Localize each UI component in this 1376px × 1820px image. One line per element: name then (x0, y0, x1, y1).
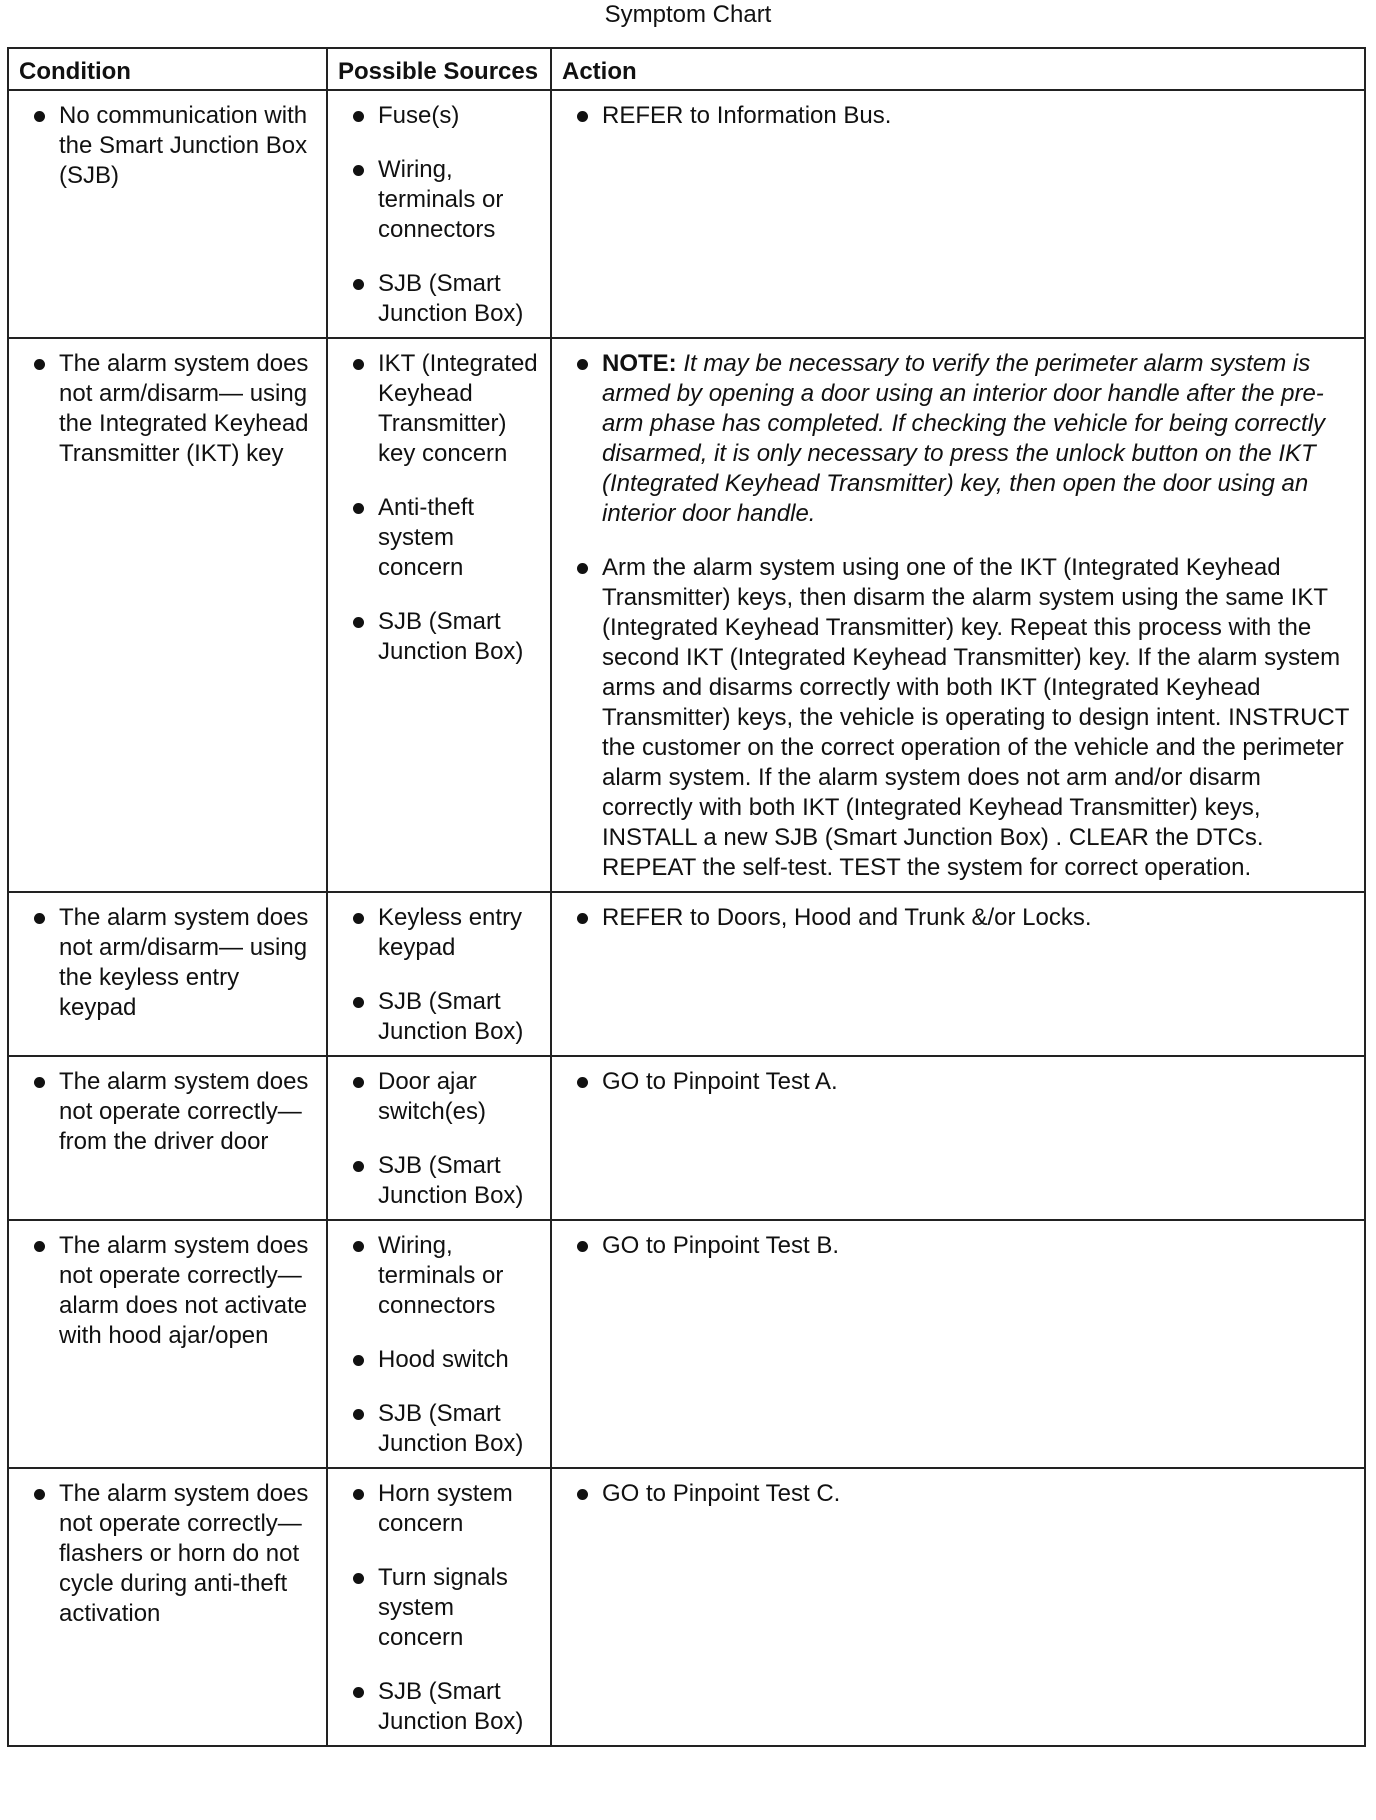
sources-cell (327, 90, 551, 338)
list-item: REFER to Doors, Hood and Trunk &/or Locks. (562, 903, 1354, 933)
sources-cell (327, 892, 551, 1056)
list-item: No communication with the Smart Junction Box (SJB) (19, 101, 316, 191)
sources-cell (327, 1056, 551, 1220)
list-item: Horn system concern (338, 1479, 540, 1539)
condition-cell (8, 1220, 327, 1468)
list-item: Keyless entry keypad (338, 903, 540, 963)
list-item: Turn signals system concern (338, 1563, 540, 1653)
list-item: IKT (Integrated Keyhead Transmitter) key concern (338, 349, 540, 469)
list-item: SJB (Smart Junction Box) (338, 1677, 540, 1737)
table-row (8, 1056, 1365, 1220)
list-item: The alarm system does not operate correctly— flashers or horn do not cycle during anti-theft activation (19, 1479, 316, 1629)
list-item: The alarm system does not arm/disarm— using the Integrated Keyhead Transmitter (IKT) key (19, 349, 316, 469)
header-action: Action (551, 48, 1365, 90)
list-item: Fuse(s) (338, 101, 540, 131)
list-item: Wiring, terminals or connectors (338, 1231, 540, 1321)
table-row (8, 1468, 1365, 1746)
list-item: SJB (Smart Junction Box) (338, 987, 540, 1047)
header-possible-sources: Possible Sources (327, 48, 551, 90)
condition-cell (8, 892, 327, 1056)
condition-cell (8, 338, 327, 892)
list-item: SJB (Smart Junction Box) (338, 269, 540, 329)
list-item: SJB (Smart Junction Box) (338, 1151, 540, 1211)
list-item: Anti-theft system concern (338, 493, 540, 583)
sources-cell (327, 1468, 551, 1746)
note-label: NOTE: (602, 350, 677, 377)
list-item: GO to Pinpoint Test A. (562, 1067, 1354, 1097)
table-row (8, 338, 1365, 892)
header-row (8, 48, 1365, 90)
condition-cell (8, 90, 327, 338)
list-item: GO to Pinpoint Test C. (562, 1479, 1354, 1509)
action-cell (551, 338, 1365, 892)
note-item (562, 349, 1354, 529)
list-item: REFER to Information Bus. (562, 101, 1354, 131)
list-item: The alarm system does not operate correctly— alarm does not activate with hood ajar/open (19, 1231, 316, 1351)
action-cell (551, 90, 1365, 338)
list-item: Wiring, terminals or connectors (338, 155, 540, 245)
header-condition: Condition (8, 48, 327, 90)
list-item: The alarm system does not arm/disarm— using the keyless entry keypad (19, 903, 316, 1023)
list-item: Door ajar switch(es) (338, 1067, 540, 1127)
symptom-chart-table (7, 47, 1366, 1747)
sources-cell (327, 338, 551, 892)
action-cell (551, 892, 1365, 1056)
action-cell (551, 1220, 1365, 1468)
action-cell (551, 1468, 1365, 1746)
list-item: SJB (Smart Junction Box) (338, 607, 540, 667)
table-row (8, 892, 1365, 1056)
list-item: GO to Pinpoint Test B. (562, 1231, 1354, 1261)
list-item: Arm the alarm system using one of the IKT (Integrated Keyhead Transmitter) keys, then disarm the alarm system using the same IKT (Integrated Keyhead Transmitter) key. Repeat this process with the second IKT (Integrated Keyhead Transmitter) key. If the alarm system arms and disarms correctly with both IKT (Integrated Keyhead Transmitter) keys, the vehicle is operating to design intent. INSTRUCT the customer on the correct operation of the vehicle and the perimeter alarm system. If the alarm system does not arm and/or disarm correctly with both IKT (Integrated Keyhead Transmitter) keys, INSTALL a new SJB (Smart Junction Box) . CLEAR the DTCs. REPEAT the self-test. TEST the system for correct operation. (562, 553, 1354, 883)
list-item: Hood switch (338, 1345, 540, 1375)
table-row (8, 1220, 1365, 1468)
note-text: It may be necessary to verify the perimeter alarm system is armed by opening a door using an interior door handle after the pre-arm phase has completed. If checking the vehicle for being correctly disarmed, it is only necessary to press the unlock button on the IKT (Integrated Keyhead Transmitter) key, then open the door using an interior door handle. (602, 350, 1326, 527)
action-cell (551, 1056, 1365, 1220)
list-item: SJB (Smart Junction Box) (338, 1399, 540, 1459)
sources-cell (327, 1220, 551, 1468)
table-row (8, 90, 1365, 338)
condition-cell (8, 1056, 327, 1220)
list-item: The alarm system does not operate correctly— from the driver door (19, 1067, 316, 1157)
page-title: Symptom Chart (604, 1, 772, 28)
condition-cell (8, 1468, 327, 1746)
